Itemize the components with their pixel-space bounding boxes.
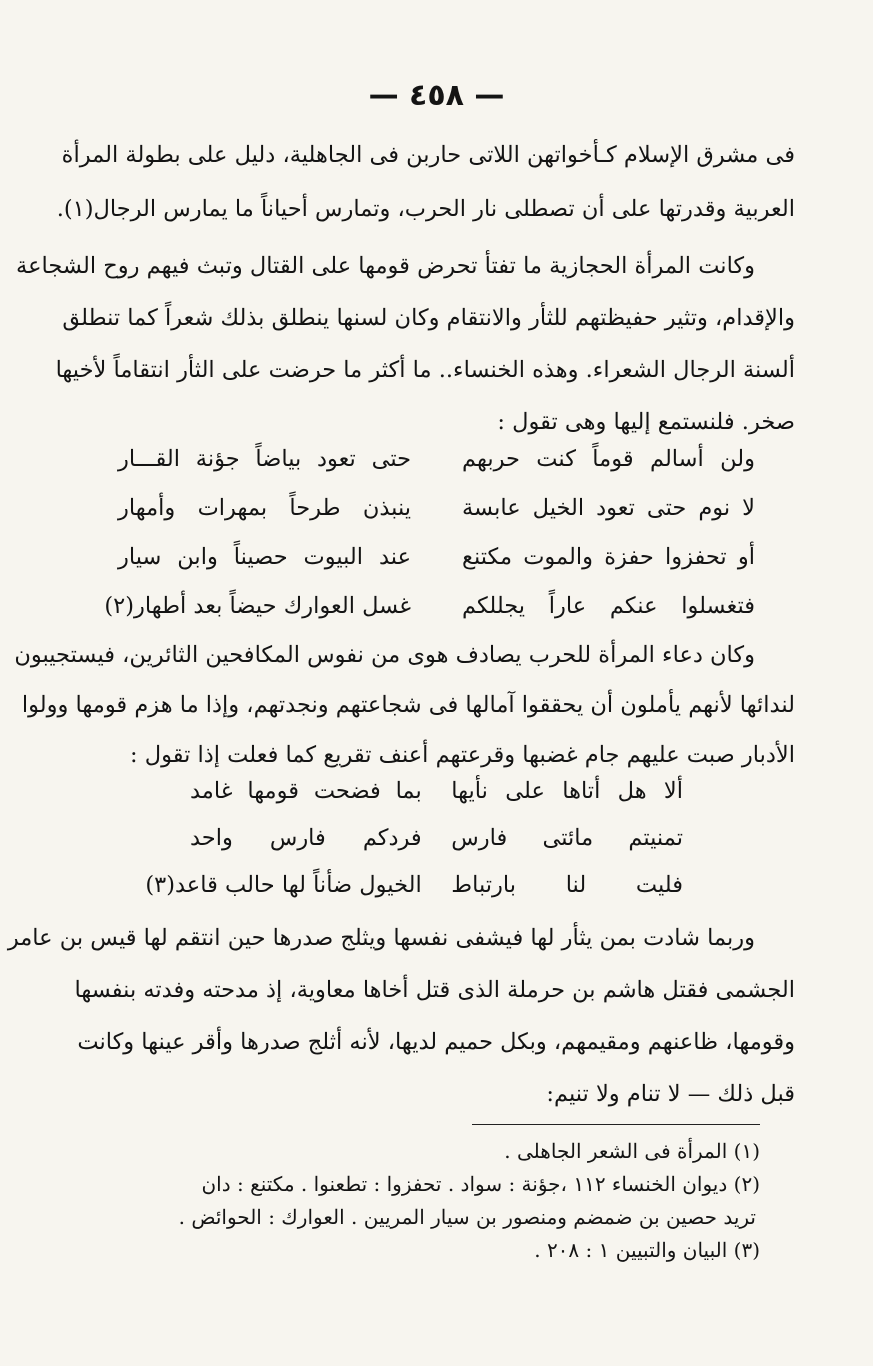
footnote-1: (١) المرأة فى الشعر الجاهلى . bbox=[504, 1139, 760, 1163]
text-line: فى مشرق الإسلام كـأخواتهن اللاتى حاربن فى الجاهلية، دليل على بطولة المرأة bbox=[61, 142, 795, 168]
paragraph-4 bbox=[7, 912, 795, 1120]
verse-second-hemistich: عند البيوت حصيناً وابن سيار bbox=[118, 544, 412, 570]
text-line: والإقدام، وتثير حفيظتهم للثأر والانتقام وكان لسنها ينطلق بذلك شعراً كما تنطلق bbox=[62, 305, 795, 331]
verse-second-hemistich: بما فضحت قومها غامد bbox=[190, 778, 422, 804]
poem-verse bbox=[118, 484, 755, 533]
text-line: وكانت المرأة الحجازية ما تفتأ تحرض قومها على القتال وتبث فيهم روح الشجاعة bbox=[16, 253, 755, 279]
verse-second-hemistich: الخيول ضأناً لها حالب قاعد(٣) bbox=[145, 872, 422, 898]
footnotes bbox=[70, 1135, 760, 1267]
paragraph-2 bbox=[16, 240, 795, 448]
verse-second-hemistich: حتى تعود بياضاً جؤنة القـــار bbox=[118, 446, 412, 472]
text-line: وقومها، ظاعنهم ومقيمهم، وبكل حميم لديها، لأنه أثلج صدرها وأقر عينها وكانت bbox=[77, 1029, 795, 1055]
verse-second-hemistich: ينبذن طرحاً بمهرات وأمهار bbox=[118, 495, 412, 521]
verse-first-hemistich: أو تحفزوا حفزة والموت مكتنع bbox=[461, 544, 755, 570]
footnote-2-continued: تريد حصين بن ضمضم ومنصور بن سيار المريين . العوارك : الحوائض . bbox=[178, 1205, 756, 1229]
text-line: وربما شادت بمن يثأر لها فيشفى نفسها ويثلج صدرها حين انتقم لها قيس بن عامر bbox=[7, 925, 755, 951]
poem-verse bbox=[118, 435, 755, 484]
footnote-2: (٢) ديوان الخنساء ١١٢ ،جؤنة : سواد . تحفزوا : تطعنوا . مكتنع : دان bbox=[201, 1172, 760, 1196]
verse-first-hemistich: ألا هل أتاها على نأيها bbox=[451, 778, 683, 804]
paragraph-1 bbox=[56, 128, 795, 236]
footnote-divider bbox=[472, 1124, 760, 1125]
text-line: قبل ذلك — لا تنام ولا تنيم: bbox=[546, 1081, 795, 1107]
page-number: — ٤٥٨ — bbox=[368, 78, 505, 113]
verse-first-hemistich: تمنيتم مائتى فارس bbox=[451, 825, 683, 851]
poem-verse bbox=[118, 533, 755, 582]
poem-verse bbox=[145, 862, 683, 909]
text-line: الأدبار صبت عليهم جام غضبها وقرعتهم أعنف تقريع كما فعلت إذا تقول : bbox=[130, 742, 795, 768]
poem-verse bbox=[190, 815, 683, 862]
poem-verse bbox=[104, 582, 755, 631]
poem-verse bbox=[190, 768, 683, 815]
poem-khansa bbox=[104, 435, 755, 631]
verse-first-hemistich: فتغسلوا عنكم عاراً يجللكم bbox=[461, 593, 755, 619]
text-line: وكان دعاء المرأة للحرب يصادف هوى من نفوس المكافحين الثائرين، فيستجيبون bbox=[14, 642, 755, 668]
text-line: لندائها لأنهم يأملون أن يحققوا آمالها فى شجاعتهم ونجدتهم، وإذا ما هزم قومها وولوا bbox=[21, 692, 795, 718]
paragraph-3 bbox=[14, 630, 795, 780]
text-line: صخر. فلنستمع إليها وهى تقول : bbox=[497, 409, 795, 435]
text-line: ألسنة الرجال الشعراء. وهذه الخنساء.. ما أكثر ما حرضت على الثأر انتقاماً لأخيها bbox=[55, 357, 795, 383]
verse-first-hemistich: ولن أسالم قوماً كنت حربهم bbox=[461, 446, 755, 472]
poem-rebuke bbox=[145, 768, 683, 909]
verse-second-hemistich: فردكم فارس واحد bbox=[190, 825, 422, 851]
footnote-3: (٣) البيان والتبيين ١ : ٢٠٨ . bbox=[534, 1238, 760, 1262]
verse-first-hemistich: لا نوم حتى تعود الخيل عابسة bbox=[461, 495, 755, 521]
text-line: العربية وقدرتها على أن تصطلى نار الحرب، وتمارس أحياناً ما يمارس الرجال(١). bbox=[56, 196, 795, 222]
text-line: الجشمى فقتل هاشم بن حرملة الذى قتل أخاها معاوية، إذ مدحته وفدته بنفسها bbox=[74, 977, 795, 1003]
verse-first-hemistich: فليت لنا بارتباط bbox=[451, 872, 683, 898]
verse-second-hemistich: غسل العوارك حيضاً بعد أطهار(٢) bbox=[104, 593, 412, 619]
